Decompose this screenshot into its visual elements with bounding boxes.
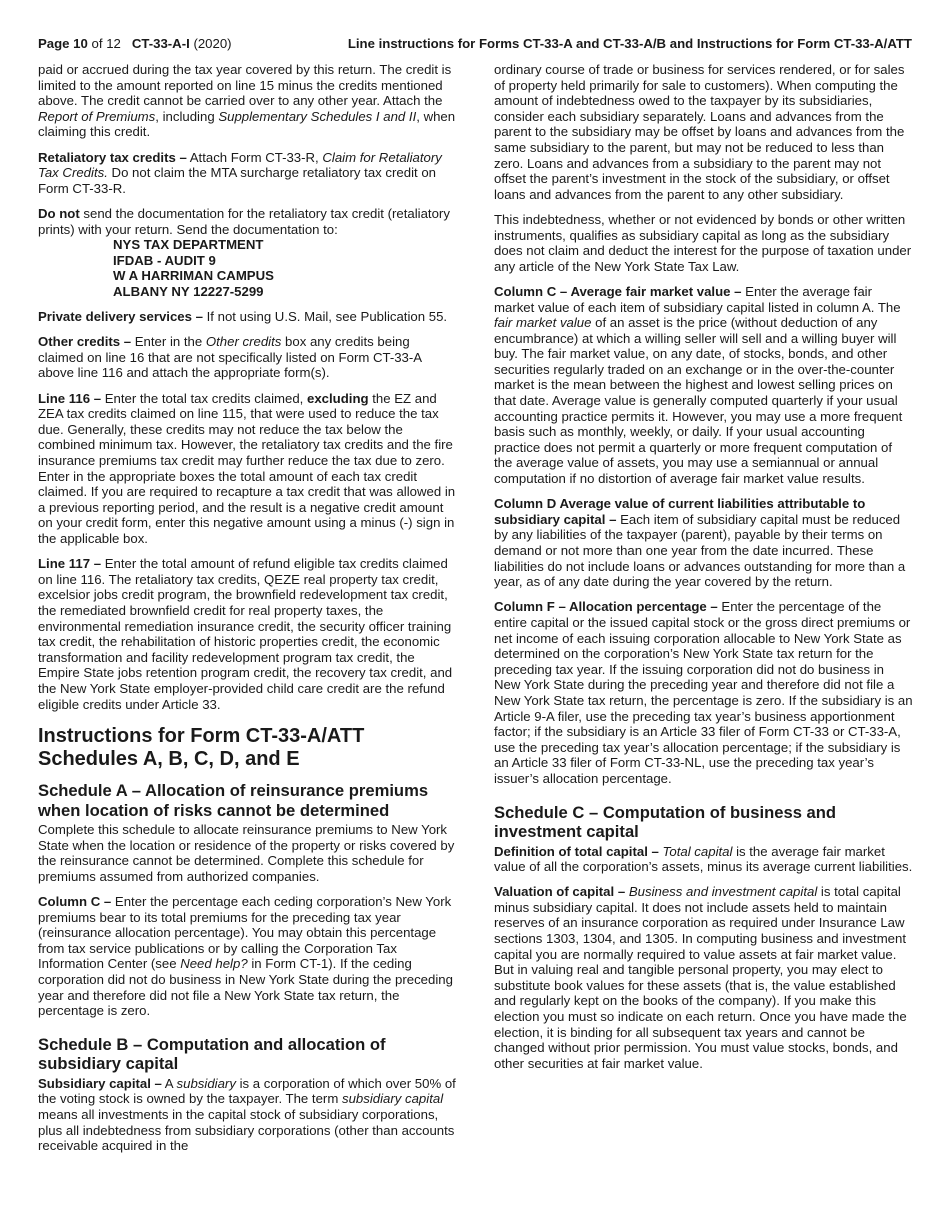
total-capital-definition-paragraph: Definition of total capital – Total capital is the average fair market value of all the corporation’s assets, minus its average current liabilities.: [494, 843, 913, 875]
indebtedness-qualifies-paragraph: This indebtedness, whether or not evidenced by bonds or other written instruments, qualifies as subsidiary capital as long as the subsidiary does not claim and deduct the interest for the purpose of taxation under any article of the New York State Tax Law.: [494, 211, 912, 274]
line-117-paragraph: Line 117 – Enter the total amount of refund eligible tax credits claimed on line 116. The retaliatory tax credits, QEZE real property tax credit, excelsior jobs credit program, the brownfield redevelopment tax credit, the remediated brownfield credit for real property taxes, the environmental remediation insurance credit, the security officer training tax credit, the rehabilitation of historic properties credit, the economic transformation and facility redevelopment program tax credit, the Empire State jobs retention program credit, the recovery tax credit, and the New York State employer-provided child care credit are the refund eligible credits under Article 33.: [38, 556, 453, 712]
page-header: [38, 36, 912, 54]
column-d-paragraph: Column D Average value of current liabilities attributable to subsidiary capital – Each item of subsidiary capital must be reduced by any liabilities of the taxpayer (parent), payable by their terms on demand or not more than one year from the date incurred. These liabilities do not include loans or advances outstanding for more than a year, as of any date during the year covered by the return.: [494, 496, 906, 590]
page-of: of 12: [91, 36, 121, 51]
column-c-fair-market-value-paragraph: Column C – Average fair market value – Enter the average fair market value of each item of subsidiary capital listed in column A. The fair market value of an asset is the price (without deduction of any encumbrance) at which a willing seller will sell and a willing buyer will buy. The fair market value, on any date, of stocks, bonds, and other securities regularly traded on an exchange or in the over-the-counter market is the mean between the highest and lowest selling prices on that date. Average value is generally computed quarterly if your usual accounting practice permits it. However, you may use a more frequent basis such as monthly, weekly, or daily. If your usual accounting practice does not permit a quarterly or more frequent computation of the average value of assets, you may use a semiannual or annual computation if no distortion of average fair market value results.: [494, 283, 903, 487]
indebtedness-paragraph: ordinary course of trade or business for services rendered, or for sales of property held primarily for sale to customers). When computing the amount of indebtedness owed to the taxpayer by its subsidiaries, consider each subsidiary separately. Loans and advances from the parent to the subsidiary may be offset by loans and advances from the same subsidiary to the parent, but may not be reduced to less than zero. Loans and advances from a subsidiary to the parent may not offset the parent’s investment in the stock of the subsidiary, or offset loans and advances from the parent to any other subsidiary.: [494, 62, 905, 202]
column-f-paragraph: Column F – Allocation percentage – Enter the percentage of the entire capital or the issued capital stock or the gross direct premiums or net income of each issuing corporation allocable to New York State as determined on the corporation’s New York State tax return for the preceding tax year. If the issuing corporation did not do business in New York State during the preceding year and therefore did not file a New York State tax return, the percentage is zero. If the subsidiary is an Article 9-A filer, use the preceding tax year’s business apportionment factor; if the subsidiary is an Article 33 filer of Form CT-33 or CT-33-A, use the preceding tax year’s allocation percentage; if the subsidiary is an Article 33 filer of Form CT-33-NL, use the preceding tax year’s issuer’s allocation percentage.: [494, 599, 913, 786]
private-delivery-paragraph: Private delivery services – If not using U.S. Mail, see Publication 55.: [38, 309, 448, 325]
schedule-a-column-c-paragraph: Column C – Enter the percentage each ceding corporation’s New York premiums bear to its total premiums for the preceding tax year (reinsurance allocation percentage). You may obtain this percentage from tax service publications or by calling the Corporation Tax Information Center (see Need help? in Form CT-1). If the ceding corporation did not do business in New York State during the preceding year and therefore did not file a New York State tax return, the percentage is zero.: [38, 894, 453, 1019]
subsidiary-capital-paragraph: Subsidiary capital – A subsidiary is a corporation of which over 50% of the voting stock is owned by the taxpayer. The term subsidiary capital means all investments in the capital stock of subsidiary corporations, plus all indebtedness from subsidiary corporations (other than accounts receivable acquired in the: [38, 1075, 456, 1154]
retaliatory-credits-paragraph: Retaliatory tax credits – Attach Form CT-33-R, Claim for Retaliatory Tax Credits. Do not claim the MTA surcharge retaliatory tax credit on Form CT-33-R.: [38, 149, 442, 196]
valuation-of-capital-paragraph: Valuation of capital – Business and investment capital is total capital minus subsidiary capital. It does not include assets held to maintain reserves of an insurance corporation as required under Insurance Law sections 1303, 1304, and 1305. In computing business and investment capital you are normally required to value assets at fair market value. But in valuing real and tangible personal property, you may elect to substitute book values for these assets (that is, the value established and regularly kept on the books of the company). If you make this election you must so indicate on each return. Once you have made the election, it is binding for all subsequent tax years and cannot be changed without prior permission. You must value stocks, bonds, and other securities at fair market value.: [494, 884, 907, 1071]
schedule-b-heading: Schedule B – Computation and allocation of subsidiary capital: [38, 1034, 386, 1074]
premiums-credit-paragraph: paid or accrued during the tax year covered by this return. The credit is limited to the amount reported on line 15 minus the credits mentioned above. The credit cannot be carried over to any other year. Attach the Report of Premiums, including Supplementary Schedules I and II, when claiming this credit.: [38, 62, 456, 140]
do-not-send-paragraph: Do not send the documentation for the retaliatory tax credit (retaliatory prints) with your return. Send the documentation to:: [38, 205, 450, 237]
schedule-a-paragraph: Complete this schedule to allocate reinsurance premiums to New York State when the location or residence of the property or risks covered by the reinsurance cannot be determined. Complete this schedule for premiums assumed from authorized companies.: [38, 822, 455, 884]
schedule-c-heading: Schedule C – Computation of business and investment capital: [494, 802, 837, 841]
left-column: [38, 62, 456, 1163]
form-code: CT-33-A-I: [131, 36, 190, 51]
instructions-heading: Instructions for Form CT-33-A/ATT Schedules A, B, C, D, and E: [38, 725, 365, 771]
header-title: Line instructions for Forms CT-33-A and CT-33-A/B and Instructions for Form CT-33-A/ATT: [347, 36, 912, 51]
line-116-paragraph: Line 116 – Enter the total tax credits claimed, excluding the EZ and ZEA tax credits claimed on line 115, that were used to reduce the tax due. Generally, these credits may not reduce the tax below the combined minimum tax. However, the retaliatory tax credits and the fire insurance premiums tax credit may further reduce the tax due to zero. Enter in the appropriate boxes the total amount of each tax credit claimed. If you are required to recapture a tax credit that was allowed in a previous reporting period, and the result is a negative credit amount on your credit form, enter this negative amount using a minus (-) sign in the applicable box.: [38, 390, 456, 546]
right-column: [494, 62, 914, 1081]
page-number: Page 10: [38, 36, 88, 51]
form-year: (2020): [193, 36, 232, 51]
other-credits-paragraph: Other credits – Enter in the Other credits box any credits being claimed on line 16 that are not specifically listed on Form CT-33-A above line 116 and attach the appropriate form(s).: [38, 334, 422, 381]
schedule-a-heading: Schedule A – Allocation of reinsurance premiums when location of risks cannot be determined: [38, 781, 429, 820]
header-page-info: [38, 36, 232, 51]
mailing-address: NYS TAX DEPARTMENT IFDAB - AUDIT 9 W A HARRIMAN CAMPUS ALBANY NY 12227-5299: [113, 237, 274, 299]
